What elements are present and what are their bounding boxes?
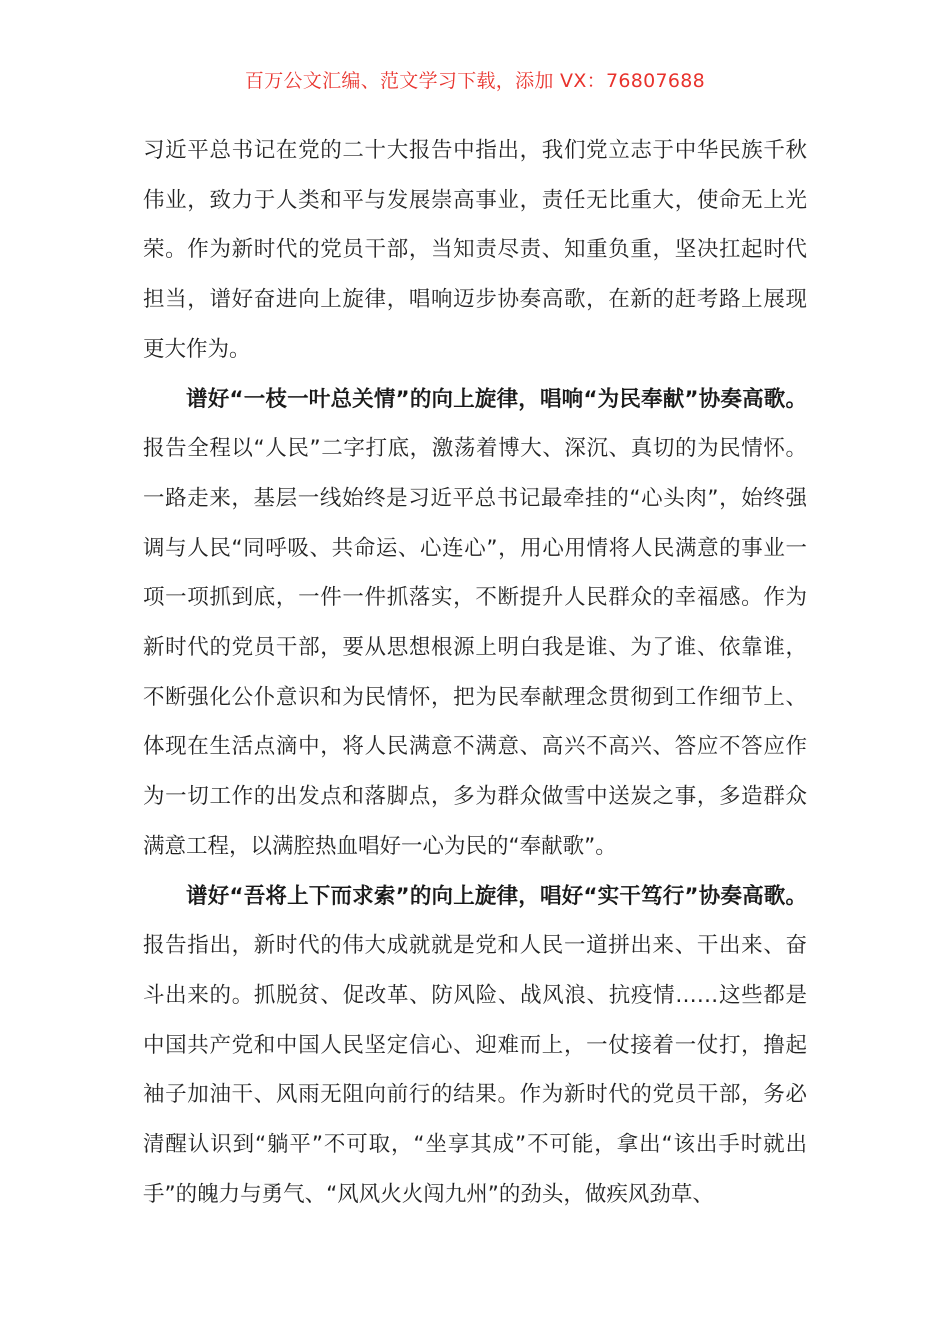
paragraph-text: 报告全程以“人民”二字打底，激荡着博大、深沉、真切的为民情怀。一路走来，基层一线始终是习近平总书记最牵挂的“心头肉”，始终强调与人民“同呼吸、共命运、心连心”，用心用情将人民满意的事业一项一项抓到底，一件一件抓落实，不断提升人民群众的幸福感。作为新时代的党员干部，要从思想根源上明白我是谁、为了谁、依靠谁，不断强化公仆意识和为民情怀，把为民奉献理念贯彻到工作细节上、体现在生活点滴中，将人民满意不满意、高兴不高兴、答应不答应作为一切工作的出发点和落脚点，多为群众做雪中送炭之事，多造群众满意工程，以满腔热血唱好一心为民的“奉献歌”。 (143, 436, 807, 859)
paragraph-text: 报告指出，新时代的伟大成就就是党和人民一道拼出来、干出来、奋斗出来的。抓脱贫、促改革、防风险、战风浪、抗疫情……这些都是中国共产党和中国人民坚定信心、迎难而上，一仗接着一仗打，撸起袖子加油干、风雨无阻向前行的结果。作为新时代的党员干部，务必清醒认识到“躺平”不可取，“坐享其成”不可能，拿出“该出手时就出手”的魄力与勇气、“风风火火闯九州”的劲头，做疾风劲草、 (143, 933, 807, 1207)
paragraph-text: 习近平总书记在党的二十大报告中指出，我们党立志于中华民族千秋伟业，致力于人类和平与发展崇高事业，责任无比重大，使命无上光荣。作为新时代的党员干部，当知责尽责、知重负重，坚决扛起时代担当，谱好奋进向上旋律，唱响迈步协奏高歌，在新的赶考路上展现更大作为。 (143, 138, 807, 362)
section-heading: 谱好“一枝一叶总关情”的向上旋律，唱响“为民奉献”协奏高歌。 (186, 386, 807, 412)
paragraph-intro (143, 126, 807, 375)
paragraph-section-1 (143, 375, 807, 872)
page-header-notice: 百万公文汇编、范文学习下载，添加 VX：76807688 (244, 70, 706, 92)
section-heading: 谱好“吾将上下而求索”的向上旋律，唱好“实干笃行”协奏高歌。 (186, 883, 807, 909)
paragraph-section-2 (143, 872, 807, 1220)
document-body (143, 126, 807, 1219)
